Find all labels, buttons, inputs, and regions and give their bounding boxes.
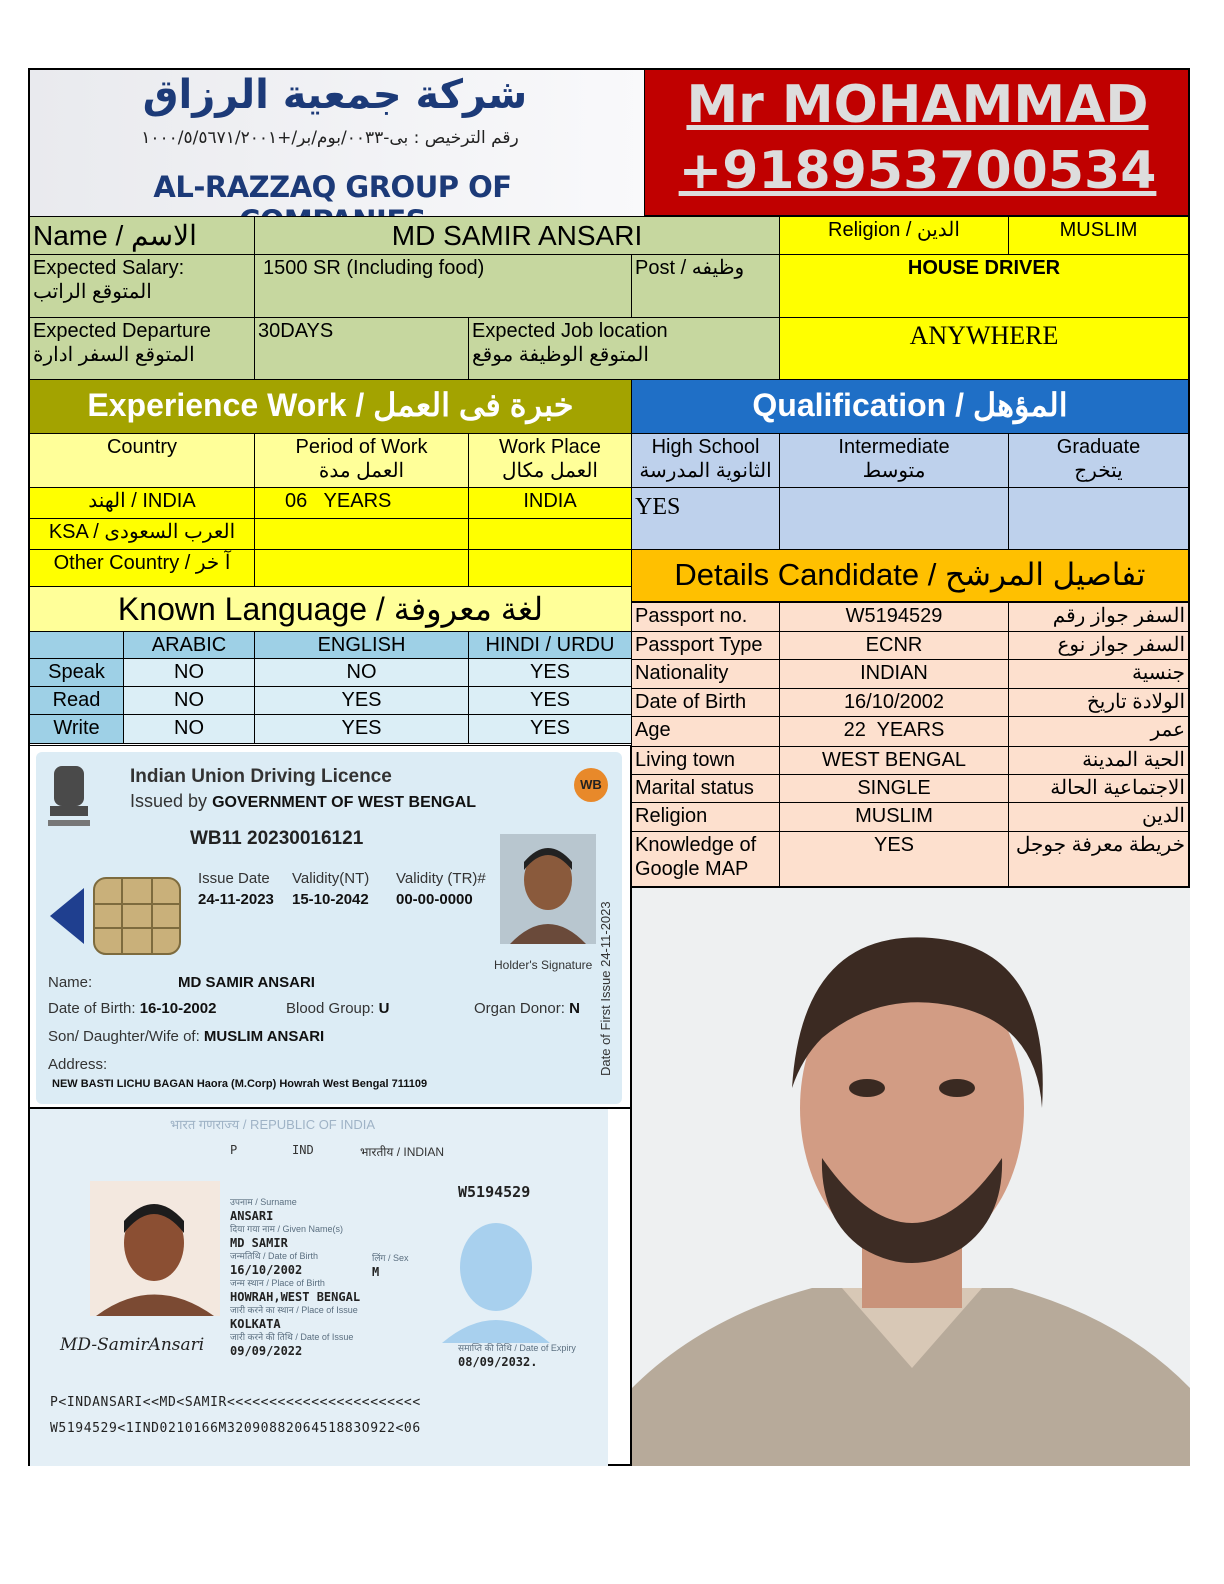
qual-header-graduate bbox=[1008, 433, 1189, 488]
salary-value: 1500 SR (Including food) bbox=[254, 254, 632, 318]
licence-number: WB11 20230016121 bbox=[190, 828, 364, 849]
lang-cell: YES bbox=[254, 686, 469, 715]
passport-code: IND bbox=[292, 1143, 314, 1157]
candidate-label-arabic: خريطة معرفة جوجل bbox=[1008, 831, 1189, 887]
lang-cell: YES bbox=[468, 714, 632, 744]
post-label: Post / وظيفه bbox=[631, 254, 780, 318]
relation-value: MUSLIM ANSARI bbox=[203, 1028, 325, 1045]
candidate-label: Religion bbox=[631, 802, 780, 832]
exp-header-country bbox=[29, 433, 255, 488]
passport-image bbox=[29, 1108, 631, 1465]
passport-nationality: भारतीय / INDIAN bbox=[360, 1145, 445, 1159]
qual-header-highschool-ar: الثانوية المدرسة bbox=[639, 460, 772, 482]
lang-cell: NO bbox=[254, 658, 469, 687]
exp-row-place bbox=[468, 518, 632, 550]
candidate-value: INDIAN bbox=[779, 659, 1009, 689]
qual-value-graduate bbox=[1008, 487, 1189, 550]
relation-label: Son/ Daughter/Wife of: bbox=[48, 1028, 200, 1045]
lang-cell: NO bbox=[123, 658, 255, 687]
lang-header-arabic: ARABIC bbox=[123, 631, 255, 659]
licence-dob-label: Date of Birth: bbox=[48, 1000, 136, 1017]
validity-nt-value: 15-10-2042 bbox=[292, 891, 369, 908]
lang-cell: NO bbox=[123, 686, 255, 715]
validity-nt-label: Validity(NT) bbox=[292, 870, 370, 887]
candidate-label: Knowledge of Google MAP bbox=[631, 831, 780, 887]
salary-label bbox=[29, 254, 255, 318]
company-english-name: AL-RAZZAQ GROUP OF bbox=[153, 170, 512, 204]
exp-row-period bbox=[254, 549, 469, 587]
licence-dob-value: 16-10-2002 bbox=[139, 1000, 217, 1017]
licence-name-label: Name: bbox=[48, 974, 93, 991]
pob-label: जन्म स्थान / Place of Birth bbox=[230, 1278, 325, 1288]
religion-label: Religion / الدين bbox=[779, 216, 1009, 255]
experience-title: Experience Work / خبرة فى العمل bbox=[29, 379, 632, 434]
passport-header: भारत गणराज्य / REPUBLIC OF INDIA bbox=[170, 1117, 376, 1132]
exp-row-place bbox=[468, 549, 632, 587]
lang-header-hindi: HINDI / URDU bbox=[468, 631, 632, 659]
surname-value: ANSARI bbox=[230, 1209, 274, 1223]
candidate-photo bbox=[631, 887, 1189, 1465]
lang-header-blank bbox=[29, 631, 124, 659]
name-value: MD SAMIR ANSARI bbox=[254, 216, 780, 255]
candidate-title: Details Candidate / تفاصيل المرشح bbox=[631, 549, 1189, 602]
mrz-line-1: P<INDANSARI<<MD<SAMIR<<<<<<<<<<<<<<<<<<<<<<< bbox=[50, 1395, 421, 1410]
issue-date-value: 24-11-2023 bbox=[198, 891, 274, 908]
qualification-title: Qualification / المؤهل bbox=[631, 379, 1189, 434]
candidate-label: Passport Type bbox=[631, 631, 780, 660]
licence-issued-prefix: Issued by bbox=[130, 791, 208, 811]
licence-address-label: Address: bbox=[48, 1056, 108, 1073]
contact-name: Mr MOHAMMAD bbox=[686, 75, 1149, 135]
name-label: Name / الاسم bbox=[29, 216, 255, 255]
doe-label: समाप्ति की तिथि / Date of Expiry bbox=[458, 1343, 576, 1353]
candidate-label-arabic: الدين bbox=[1008, 802, 1189, 832]
exp-row-period bbox=[254, 518, 469, 550]
poi-value: KOLKATA bbox=[230, 1317, 281, 1331]
exp-row-country: KSA / العرب السعودى bbox=[29, 518, 255, 550]
exp-row-place: INDIA bbox=[468, 487, 632, 519]
departure-value: 30DAYS bbox=[254, 317, 469, 380]
candidate-label: Passport no. bbox=[631, 602, 780, 632]
lang-row-label: Read bbox=[29, 686, 124, 715]
pob-value: HOWRAH,WEST BENGAL bbox=[230, 1290, 361, 1304]
poi-label: जारी करने का स्थान / Place of Issue bbox=[230, 1305, 358, 1315]
candidate-label-arabic: عمر bbox=[1008, 716, 1189, 747]
candidate-label: Date of Birth bbox=[631, 688, 780, 717]
exp-header-country-en: Country bbox=[106, 436, 178, 458]
organ-donor-value: N bbox=[569, 1000, 580, 1017]
salary-label-en: Expected Salary: bbox=[33, 257, 185, 279]
departure-label-ar: المتوقع السفر ادارة bbox=[33, 344, 195, 366]
lang-row-label: Write bbox=[29, 714, 124, 744]
qual-header-graduate-en: Graduate bbox=[1056, 436, 1141, 458]
sex-value: M bbox=[372, 1265, 380, 1279]
passport-type: P bbox=[230, 1143, 238, 1157]
candidate-label: Marital status bbox=[631, 774, 780, 803]
company-arabic-name: شركة جمعية الرزاق bbox=[142, 72, 528, 118]
candidate-label-arabic: جنسية bbox=[1008, 659, 1189, 689]
candidate-value: W5194529 bbox=[779, 602, 1009, 632]
candidate-label-arabic: الحية المدينة bbox=[1008, 746, 1189, 775]
lang-cell: YES bbox=[254, 714, 469, 744]
licence-issued-by: GOVERNMENT OF WEST BENGAL bbox=[212, 794, 477, 811]
exp-row-country: الهند / INDIA bbox=[29, 487, 255, 519]
first-issue-date: Date of First Issue 24-11-2023 bbox=[598, 901, 613, 1076]
holder-signature-label: Holder's Signature bbox=[494, 958, 593, 972]
qual-value-intermediate bbox=[779, 487, 1009, 550]
candidate-label: Living town bbox=[631, 746, 780, 775]
exp-header-period-ar: العمل مدة bbox=[318, 460, 405, 482]
candidate-label-arabic: السفر جواز رقم bbox=[1008, 602, 1189, 632]
ghost-photo bbox=[436, 1213, 556, 1343]
qual-header-graduate-ar: يتخرج bbox=[1074, 460, 1123, 482]
job-location-label-ar: المتوقع الوظيفة موقع bbox=[472, 344, 649, 366]
doi-value: 09/09/2022 bbox=[230, 1344, 303, 1358]
emblem-icon bbox=[44, 760, 94, 840]
exp-header-place-en: Work Place bbox=[499, 436, 601, 458]
candidate-value: WEST BENGAL bbox=[779, 746, 1009, 775]
mrz-line-2: W5194529<1IND0210166M3209088206451883O922<06 bbox=[50, 1421, 421, 1436]
contact-phone: +918953700534 bbox=[678, 141, 1157, 201]
licence-holder-photo bbox=[500, 834, 596, 944]
wb-badge: WB bbox=[574, 768, 608, 802]
candidate-value: 22 YEARS bbox=[779, 716, 1009, 747]
licence-title: Indian Union Driving Licence bbox=[130, 766, 392, 787]
candidate-label: Age bbox=[631, 716, 780, 747]
job-location-label bbox=[468, 317, 780, 380]
licence-name-value: MD SAMIR ANSARI bbox=[178, 974, 315, 991]
candidate-value: YES bbox=[779, 831, 1009, 887]
candidate-label-arabic: الولادة تاريخ bbox=[1008, 688, 1189, 717]
qual-header-highschool bbox=[631, 433, 780, 488]
salary-label-ar: المتوقع الراتب bbox=[33, 281, 152, 303]
issue-date-label: Issue Date bbox=[198, 870, 270, 887]
exp-header-place bbox=[468, 433, 632, 488]
lang-row-label: Speak bbox=[29, 658, 124, 687]
dob-value: 16/10/2002 bbox=[230, 1263, 303, 1277]
driving-licence-image bbox=[29, 745, 631, 1108]
organ-donor-label: Organ Donor: bbox=[474, 1000, 565, 1017]
job-location-value: ANYWHERE bbox=[779, 317, 1189, 380]
given-value: MD SAMIR bbox=[230, 1236, 288, 1250]
candidate-value: ECNR bbox=[779, 631, 1009, 660]
sex-label: लिंग / Sex bbox=[372, 1253, 409, 1263]
religion-value: MUSLIM bbox=[1008, 216, 1189, 255]
passport-holder-photo bbox=[90, 1181, 220, 1316]
lang-cell: NO bbox=[123, 714, 255, 744]
blood-group-label: Blood Group: bbox=[286, 1000, 375, 1017]
candidate-value: SINGLE bbox=[779, 774, 1009, 803]
candidate-label-arabic: الاجتماعية الحالة bbox=[1008, 774, 1189, 803]
exp-header-place-ar: العمل مكال bbox=[502, 460, 598, 482]
exp-header-period-en: Period of Work bbox=[295, 436, 428, 458]
blood-group-value: U bbox=[378, 1000, 390, 1017]
passport-signature: MD-SamirAnsari bbox=[60, 1335, 205, 1355]
candidate-label: Nationality bbox=[631, 659, 780, 689]
surname-label: उपनाम / Surname bbox=[230, 1197, 297, 1207]
lang-cell: YES bbox=[468, 686, 632, 715]
validity-tr-label: Validity (TR)# bbox=[396, 870, 486, 887]
exp-header-period bbox=[254, 433, 469, 488]
doi-label: जारी करने की तिथि / Date of Issue bbox=[230, 1332, 354, 1342]
passport-number: W5194529 bbox=[458, 1183, 531, 1201]
post-value: HOUSE DRIVER bbox=[779, 254, 1189, 318]
qual-header-intermediate bbox=[779, 433, 1009, 488]
qual-header-intermediate-en: Intermediate bbox=[838, 436, 950, 458]
candidate-value: 16/10/2002 bbox=[779, 688, 1009, 717]
exp-row-period: 06 YEARS bbox=[254, 487, 469, 519]
chip-icon bbox=[92, 876, 182, 956]
lang-header-english: ENGLISH bbox=[254, 631, 469, 659]
license-line: رقم الترخيص : بى-٠٠٣٣/بوم/بر/+١٠٠٠/٥/٥٦٧١/٢٠٠١ bbox=[141, 128, 519, 148]
exp-row-country: Other Country / آ خر bbox=[29, 549, 255, 587]
dob-label: जन्मतिथि / Date of Birth bbox=[230, 1251, 318, 1261]
qual-header-intermediate-ar: متوسط bbox=[862, 460, 926, 482]
given-label: दिया गया नाम / Given Name(s) bbox=[230, 1224, 344, 1234]
candidate-value: MUSLIM bbox=[779, 802, 1009, 832]
play-arrow-icon bbox=[48, 886, 88, 946]
candidate-label-arabic: السفر جواز نوع bbox=[1008, 631, 1189, 660]
lang-cell: YES bbox=[468, 658, 632, 687]
company-logo bbox=[29, 69, 644, 216]
doe-value: 08/09/2032. bbox=[458, 1355, 538, 1369]
departure-label bbox=[29, 317, 255, 380]
qual-header-highschool-en: High School bbox=[651, 436, 760, 458]
validity-tr-value: 00-00-0000 bbox=[396, 891, 473, 908]
qual-value-highschool: YES bbox=[631, 487, 780, 550]
licence-address-value: NEW BASTI LICHU BAGAN Haora (M.Corp) Howrah West Bengal 711109 bbox=[52, 1078, 428, 1090]
language-title: Known Language / لغة معروفة bbox=[29, 586, 632, 632]
departure-label-en: Expected Departure bbox=[33, 320, 211, 342]
job-location-label-en: Expected Job location bbox=[472, 320, 668, 342]
contact-box bbox=[644, 69, 1189, 216]
